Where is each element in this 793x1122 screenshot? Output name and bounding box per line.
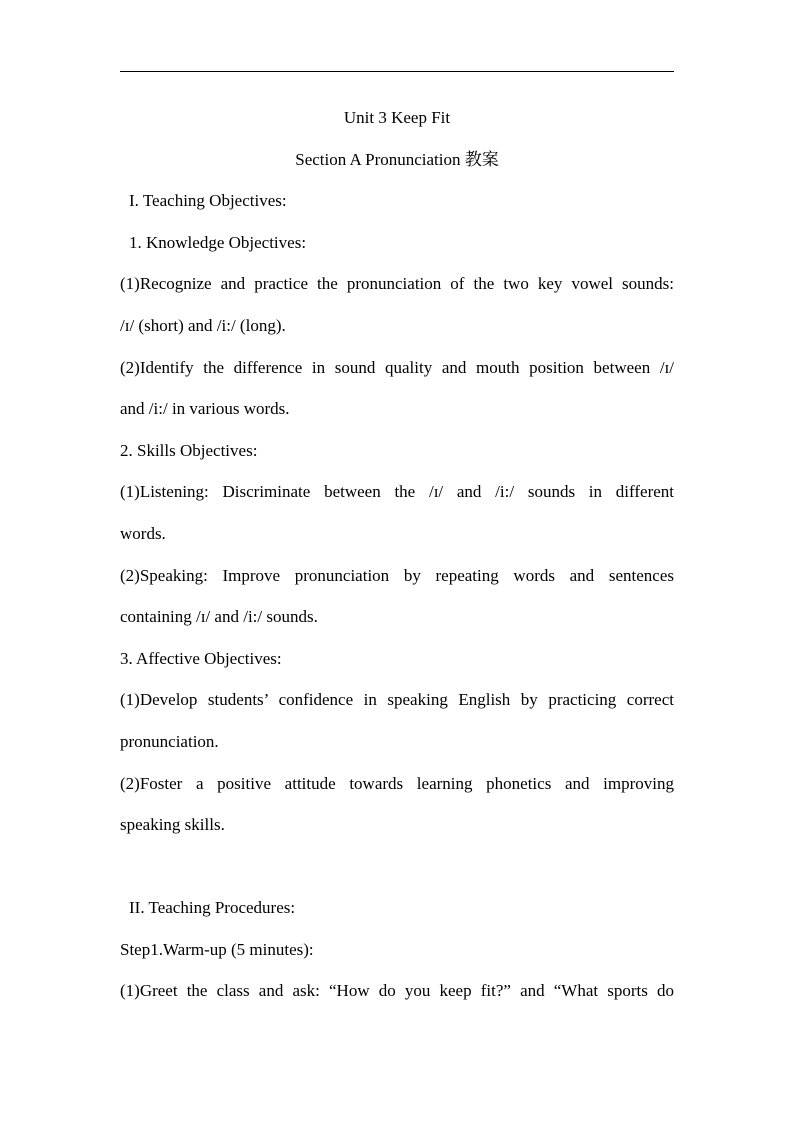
document-title: Unit 3 Keep Fit — [343, 108, 451, 127]
step-heading-warm-up: Step1.Warm-up (5 minutes): — [120, 939, 314, 959]
paragraph-line: pronunciation. — [120, 731, 219, 751]
paragraph-line: (2)Foster a positive attitude towards learning phonetics and improving — [120, 773, 674, 793]
section-heading-procedures: II. Teaching Procedures: — [129, 898, 296, 918]
subheading-knowledge-objectives: 1. Knowledge Objectives: — [129, 232, 307, 252]
paragraph-line: words. — [120, 523, 166, 543]
paragraph-line: (2)Speaking: Improve pronunciation by repeating words and sentences — [120, 565, 674, 585]
paragraph-line: containing /ɪ/ and /i:/ sounds. — [120, 607, 318, 627]
paragraph-line: (1)Develop students’ confidence in speaking English by practicing correct — [120, 690, 674, 710]
section-heading-objectives: I. Teaching Objectives: — [129, 191, 287, 211]
subheading-affective-objectives: 3. Affective Objectives: — [120, 648, 282, 668]
paragraph-line: (1)Recognize and practice the pronunciation of the two key vowel sounds: — [120, 274, 674, 294]
header-rule — [120, 71, 674, 72]
document-subtitle: Section A Pronunciation 教案 — [295, 149, 499, 169]
blank-line — [120, 846, 674, 888]
paragraph-line: /ɪ/ (short) and /i:/ (long). — [120, 315, 286, 335]
paragraph-line: (1)Listening: Discriminate between the /ɪ/ and /i:/ sounds in different — [120, 482, 674, 502]
paragraph-line: and /i:/ in various words. — [120, 399, 290, 419]
paragraph-line: speaking skills. — [120, 815, 225, 835]
paragraph-line: (2)Identify the difference in sound quality and mouth position between /ɪ/ — [120, 357, 674, 377]
subheading-skills-objectives: 2. Skills Objectives: — [120, 440, 258, 460]
paragraph-line: (1)Greet the class and ask: “How do you keep fit?” and “What sports do — [120, 981, 674, 1001]
document-body — [120, 97, 674, 1012]
